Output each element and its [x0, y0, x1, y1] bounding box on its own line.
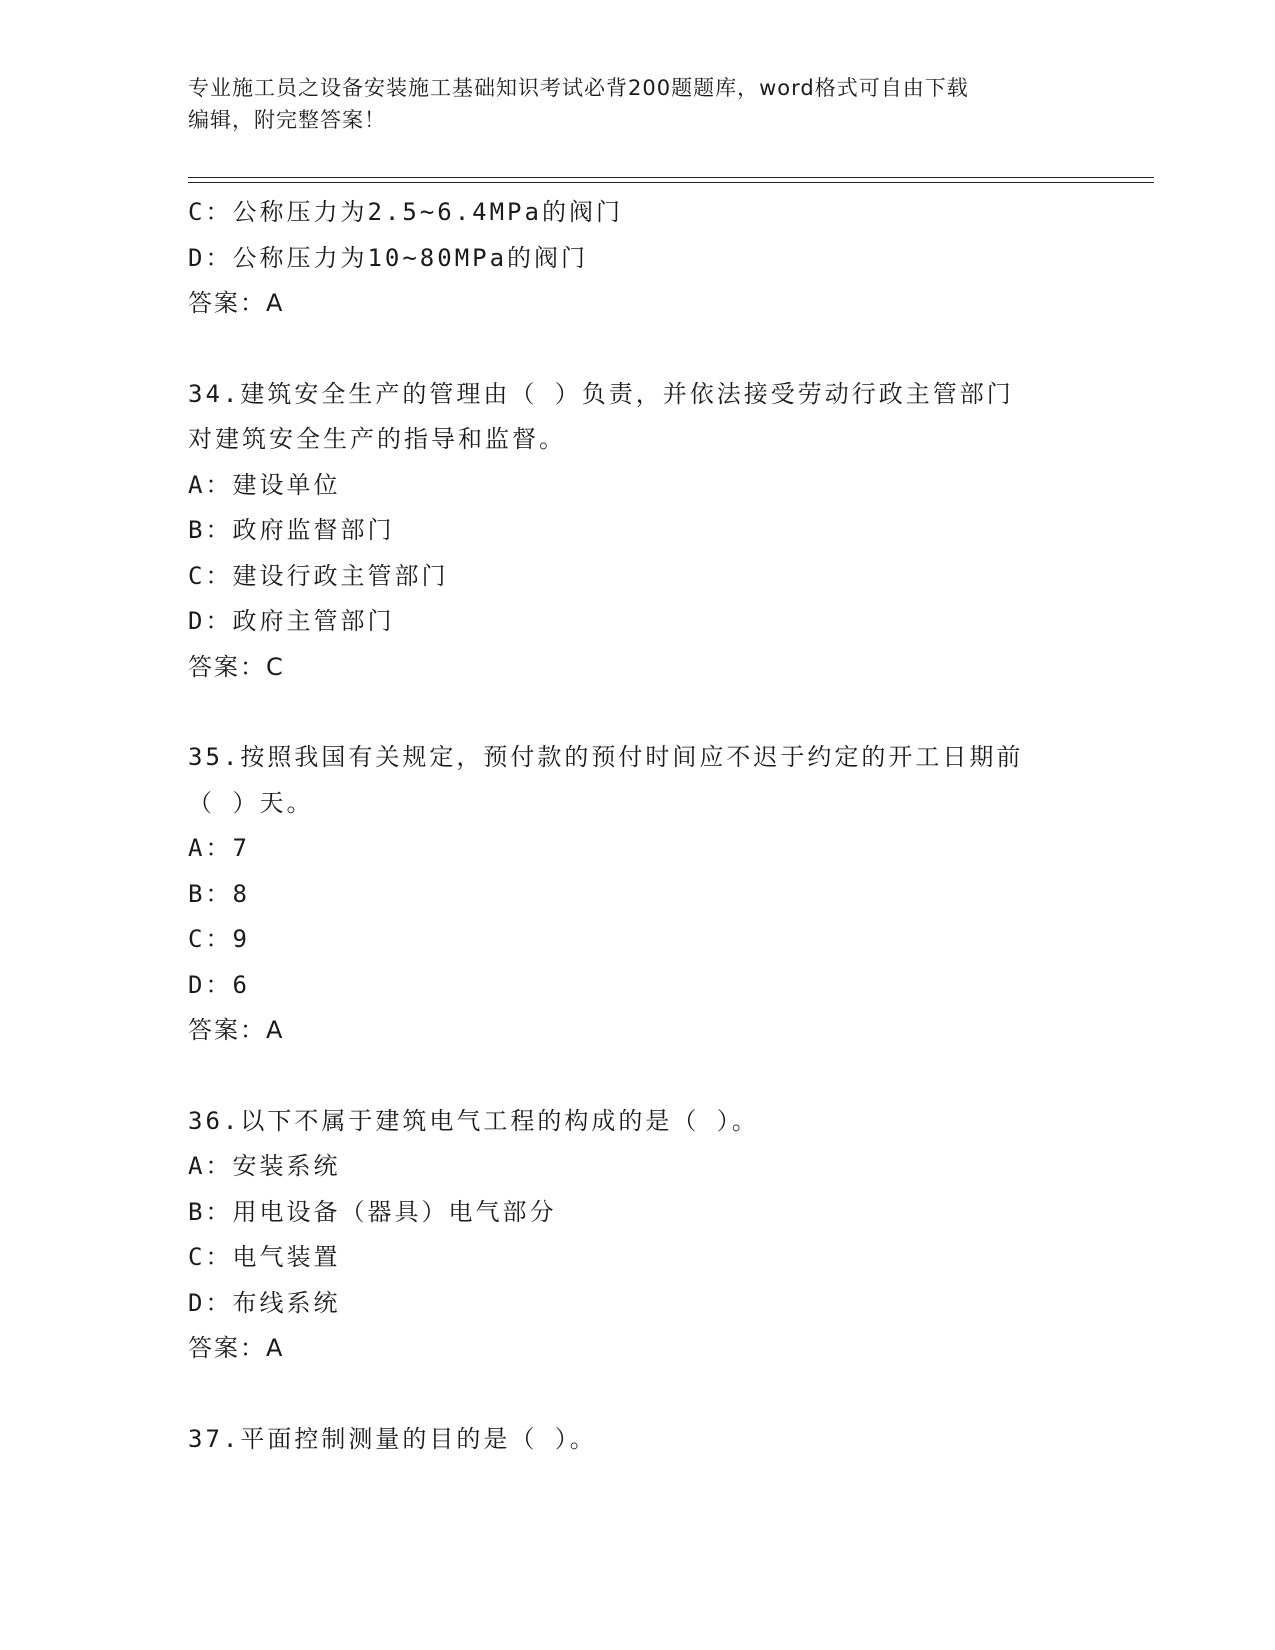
question-stem: 34.建筑安全生产的管理由（ ）负责，并依法接受劳动行政主管部门 — [188, 379, 1014, 408]
document-header — [188, 72, 1088, 136]
option-d: D：6 — [188, 970, 250, 999]
option-a: A：建设单位 — [188, 470, 341, 499]
option-a: A：安装系统 — [188, 1152, 341, 1180]
question-stem: 对建筑安全生产的指导和监督。 — [188, 425, 566, 453]
option-b: B：用电设备（器具）电气部分 — [188, 1197, 557, 1226]
option-a: A：7 — [188, 834, 250, 862]
question-stem: 35.按照我国有关规定，预付款的预付时间应不迟于约定的开工日期前 — [188, 743, 1024, 771]
header-line-1: 专业施工员之设备安装施工基础知识考试必背200题题库，word格式可自由下载 — [188, 76, 969, 100]
option-b: B：政府监督部门 — [188, 516, 395, 544]
question-list — [188, 190, 1148, 1462]
header-line-2: 编辑，附完整答案！ — [188, 108, 386, 132]
answer-line: 答案：C — [188, 652, 285, 681]
question-stem: 36.以下不属于建筑电气工程的构成的是（ ）。 — [188, 1106, 759, 1135]
option-d: D：布线系统 — [188, 1288, 341, 1317]
option-c: C：建设行政主管部门 — [188, 561, 449, 590]
answer-line: 答案：A — [188, 1016, 285, 1044]
answer-line: 答案：A — [188, 289, 285, 317]
header-divider-top — [188, 177, 1154, 178]
question-stem: （ ）天。 — [188, 788, 314, 817]
question-stem: 37.平面控制测量的目的是（ ）。 — [188, 1424, 597, 1453]
option-d: D：公称压力为10~80MPa的阀门 — [188, 243, 589, 272]
option-c: C：9 — [188, 925, 250, 953]
answer-line: 答案：A — [188, 1334, 285, 1362]
option-c: C：公称压力为2.5~6.4MPa的阀门 — [188, 198, 623, 226]
option-b: B：8 — [188, 879, 250, 908]
option-d: D：政府主管部门 — [188, 607, 395, 635]
header-divider-bottom — [188, 182, 1154, 183]
option-c: C：电气装置 — [188, 1243, 341, 1271]
